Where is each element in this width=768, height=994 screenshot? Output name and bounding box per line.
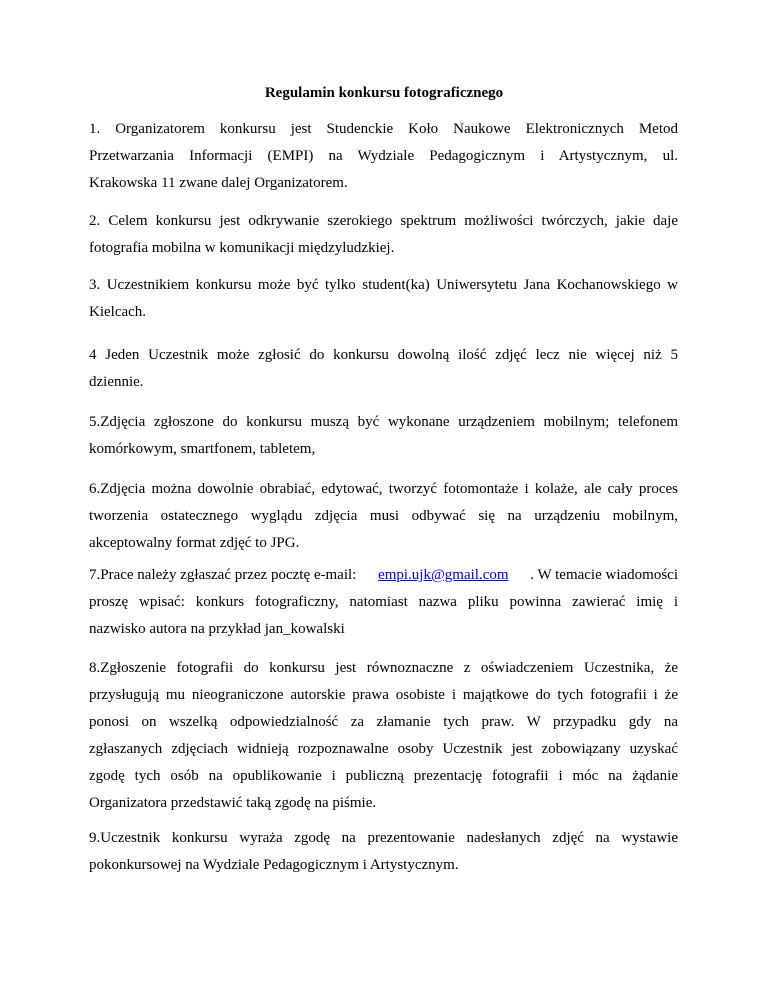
rule-7-line-1	[89, 562, 678, 589]
rule-5-line-1: 5.Zdjęcia zgłoszone do konkursu muszą być wykonane urządzeniem mobilnym; telefonem	[89, 414, 678, 430]
rule-8	[89, 655, 678, 817]
document-title: Regulamin konkursu fotograficznego	[264, 85, 504, 101]
rule-9	[89, 825, 678, 879]
rule-8-line-2: przysługują mu nieograniczone autorskie prawa osobiste i majątkowe do tych fotografii i że	[89, 687, 678, 703]
rule-3-line-1: 3. Uczestnikiem konkursu może być tylko student(ka) Uniwersytetu Jana Kochanowskiego w	[89, 277, 678, 293]
rule-4-line-2: dziennie.	[89, 374, 144, 390]
rule-5-line-2: komórkowym, smartfonem, tabletem,	[89, 441, 316, 457]
rule-8-line-6: Organizatora przedstawić taką zgodę na piśmie.	[89, 795, 377, 811]
rule-7-line-2: proszę wpisać: konkurs fotograficzny, natomiast nazwa pliku powinna zawierać imię i	[89, 594, 678, 610]
rule-6-line-1: 6.Zdjęcia można dowolnie obrabiać, edytować, tworzyć fotomontaże i kolaże, ale cały proces	[89, 481, 678, 497]
rule-6	[89, 476, 678, 557]
rule-1-line-1: 1. Organizatorem konkursu jest Studenckie Koło Naukowe Elektronicznych Metod	[89, 121, 678, 137]
rule-7-line-1-after: . W temacie wiadomości	[530, 567, 678, 583]
rule-6-line-3: akceptowalny format zdjęć to JPG.	[89, 535, 300, 551]
rule-1-line-2: Przetwarzania Informacji (EMPI) na Wydziale Pedagogicznym i Artystycznym, ul.	[89, 148, 678, 164]
rule-9-line-2: pokonkursowej na Wydziale Pedagogicznym i Artystycznym.	[89, 857, 459, 873]
rule-1-line-3: Krakowska 11 zwane dalej Organizatorem.	[89, 175, 348, 191]
rule-1	[89, 116, 678, 197]
rule-8-line-4: zgłaszanych zdjęciach widnieją rozpoznawalne osoby Uczestnik jest zobowiązany uzyskać	[89, 741, 678, 757]
rule-8-line-1: 8.Zgłoszenie fotografii do konkursu jest równoznaczne z oświadczeniem Uczestnika, że	[89, 660, 678, 676]
rule-4	[89, 342, 678, 396]
rule-7-line-3: nazwisko autora na przykład jan_kowalski	[89, 621, 345, 637]
rule-2-line-2: fotografia mobilna w komunikacji międzyludzkiej.	[89, 240, 395, 256]
rule-3-line-2: Kielcach.	[89, 304, 147, 320]
rule-6-line-2: tworzenia ostatecznego wyglądu zdjęcia musi odbywać się na urządzeniu mobilnym,	[89, 508, 678, 524]
rule-7-line-1-before: 7.Prace należy zgłaszać przez pocztę e-mail:	[89, 567, 357, 583]
rule-2	[89, 208, 678, 262]
rule-7	[89, 562, 678, 643]
rule-3	[89, 272, 678, 326]
rule-4-line-1: 4 Jeden Uczestnik może zgłosić do konkursu dowolną ilość zdjęć lecz nie więcej niż 5	[89, 347, 678, 363]
rule-2-line-1: 2. Celem konkursu jest odkrywanie szerokiego spektrum możliwości twórczych, jakie daje	[89, 213, 678, 229]
rule-8-line-5: zgodę tych osób na opublikowanie i publiczną prezentację fotografii i móc na żądanie	[89, 768, 678, 784]
email-link[interactable]: empi.ujk@gmail.com	[378, 567, 509, 583]
rule-5	[89, 409, 678, 463]
rule-9-line-1: 9.Uczestnik konkursu wyraża zgodę na prezentowanie nadesłanych zdjęć na wystawie	[89, 830, 678, 846]
rule-8-line-3: ponosi on wszelką odpowiedzialność za złamanie tych praw. W przypadku gdy na	[89, 714, 678, 730]
